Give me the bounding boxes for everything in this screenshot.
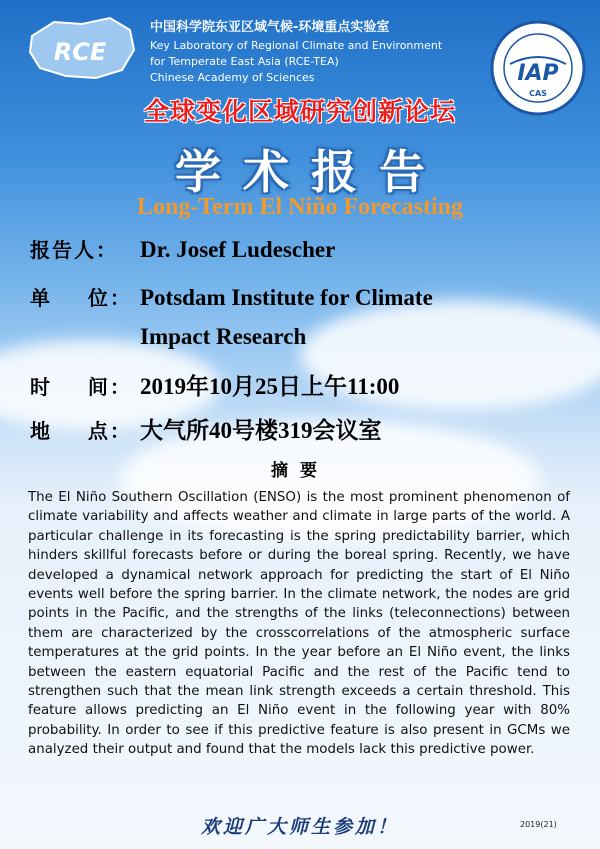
speaker-row [30, 234, 335, 263]
abstract-text: The El Niño Southern Oscillation (ENSO) is the most prominent phenomenon of climate variability and affects weather and climate in large parts of the world. A particular challenge in its forecasting is the spring predictability barrier, which hinders skillful forecasts before or during the boreal spring. Recently, we have developed a dynamical network approach for predicting the start of El Niño events well before the spring barrier. In the climate network, the nodes are grid points in the Pacific, and the strengths of the links (teleconnections) between them are characterized by the crosscorrelations of the atmospheric surface temperatures at the grid points. In the year before an El Niño event, the links between the eastern equatorial Pacific and the rest of the Pacific tend to strengthen such that the mean link strength exceeds a certain threshold. This feature allows predicting an El Niño event in the following year with 80% probability. In order to see if this predictive feature is also present in GCMs we analyzed their output and found that the models lack this predictive power. [28, 490, 570, 758]
talk-title: Long-Term El Niño Forecasting [136, 194, 463, 220]
forum-title: 全球变化区域研究创新论坛 [143, 97, 456, 126]
time-row [30, 368, 399, 401]
welcome-message: 欢迎广大师生参加！ [200, 816, 399, 838]
rce-logo-text: RCE [53, 38, 107, 66]
iap-logo-bottom-text: CAS [529, 89, 547, 98]
time-value: 2019年10月25日上午11:00 [140, 374, 400, 399]
time-label: 时 间： [30, 375, 132, 399]
affiliation-row-2 [140, 324, 306, 350]
place-row [30, 412, 382, 445]
place-label: 地 点： [30, 419, 132, 443]
affiliation-line-1: Potsdam Institute for Climate [140, 285, 433, 310]
lab-name-en-1: Key Laboratory of Regional Climate and Environment [150, 39, 443, 52]
affiliation-line-2: Impact Research [140, 324, 307, 349]
speaker-label: 报告人： [30, 238, 118, 262]
poster-code: 2019(21) [520, 820, 557, 829]
lab-name-block [150, 20, 480, 86]
lab-name-en-2: for Temperate East Asia (RCE-TEA) [150, 55, 339, 68]
lab-name-en-3: Chinese Academy of Sciences [150, 71, 315, 84]
page-title: 学术报告 [175, 145, 447, 199]
speaker-name: Dr. Josef Ludescher [140, 237, 336, 262]
iap-logo-text: IAP [517, 61, 559, 86]
affiliation-label: 单 位： [30, 286, 132, 310]
affiliation-row [30, 282, 433, 311]
place-value: 大气所40号楼319会议室 [140, 418, 382, 443]
rce-logo [22, 14, 142, 84]
lab-name-cn: 中国科学院东亚区域气候-环境重点实验室 [150, 20, 390, 35]
abstract-heading: 摘要 [271, 461, 329, 481]
